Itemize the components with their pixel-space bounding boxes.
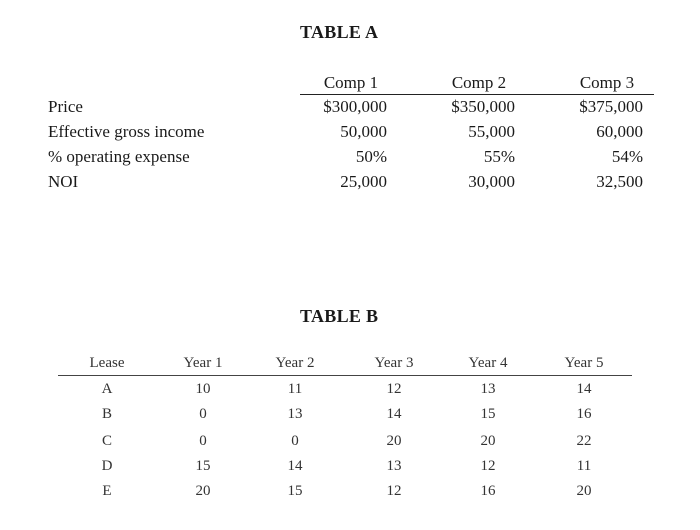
table-b-cell: A — [101, 381, 113, 397]
table-b-cell: 11 — [576, 458, 592, 474]
table-a-cell: $350,000 — [451, 97, 515, 116]
table-b-cell: 13 — [287, 406, 303, 422]
table-b-title: TABLE B — [300, 306, 379, 326]
table-b-cell: 15 — [287, 483, 303, 499]
table-b-header-year-2: Year 2 — [275, 355, 315, 371]
table-b-header-lease: Lease — [89, 355, 125, 371]
table-b-header-year-4: Year 4 — [468, 355, 508, 371]
table-a-cell: 60,000 — [596, 122, 643, 141]
table-a-title: TABLE A — [300, 22, 379, 42]
table-b-cell: 0 — [199, 433, 207, 449]
table-a-cell: 32,500 — [596, 172, 643, 191]
table-b-cell: 15 — [195, 458, 211, 474]
table-b-cell: 16 — [480, 483, 496, 499]
table-a-cell: 50% — [355, 147, 387, 166]
table-b-cell: C — [101, 433, 112, 449]
table-a-cell: 55,000 — [468, 122, 515, 141]
table-a-cell: $375,000 — [579, 97, 643, 116]
table-a-header-comp-3: Comp 3 — [579, 73, 635, 92]
table-b-cell: 0 — [291, 433, 299, 449]
table-b-cell: 20 — [195, 483, 211, 499]
table-b-cell: 13 — [480, 381, 496, 397]
table-a-header-rule — [300, 94, 654, 95]
table-a-cell: 25,000 — [340, 172, 387, 191]
table-b-cell: 0 — [199, 406, 207, 422]
table-b-header-year-3: Year 3 — [374, 355, 414, 371]
table-a-cell: $300,000 — [323, 97, 387, 116]
table-b-cell: E — [102, 483, 112, 499]
table-b-cell: 11 — [287, 381, 303, 397]
table-b-cell: 22 — [576, 433, 592, 449]
table-a-row-label-egi: Effective gross income — [48, 122, 205, 141]
table-b-cell: 12 — [386, 483, 402, 499]
table-b-cell: 16 — [576, 406, 592, 422]
table-b-header-rule — [58, 375, 632, 376]
table-b-cell: 14 — [386, 406, 402, 422]
table-a-row-label-opex: % operating expense — [48, 147, 190, 166]
table-a-cell: 50,000 — [340, 122, 387, 141]
table-b-cell: 14 — [287, 458, 303, 474]
table-b-header-year-5: Year 5 — [564, 355, 604, 371]
table-a-cell: 30,000 — [468, 172, 515, 191]
table-a-row-label-price: Price — [48, 97, 83, 116]
table-a-row-label-noi: NOI — [48, 172, 79, 191]
table-b-cell: 20 — [480, 433, 496, 449]
table-b-header-year-1: Year 1 — [183, 355, 223, 371]
table-b-cell: 12 — [386, 381, 402, 397]
table-b-cell: B — [101, 406, 112, 422]
table-b-cell: 20 — [576, 483, 592, 499]
table-a-header-comp-2: Comp 2 — [451, 73, 507, 92]
table-b-cell: 20 — [386, 433, 402, 449]
table-a-cell: 54% — [611, 147, 643, 166]
table-a-cell: 55% — [483, 147, 515, 166]
table-b-cell: 13 — [386, 458, 402, 474]
table-b-cell: 14 — [576, 381, 592, 397]
table-a-header-comp-1: Comp 1 — [323, 73, 379, 92]
table-b-cell: 10 — [195, 381, 211, 397]
table-b-cell: 12 — [480, 458, 496, 474]
table-b-cell: 15 — [480, 406, 496, 422]
table-b-cell: D — [101, 458, 113, 474]
